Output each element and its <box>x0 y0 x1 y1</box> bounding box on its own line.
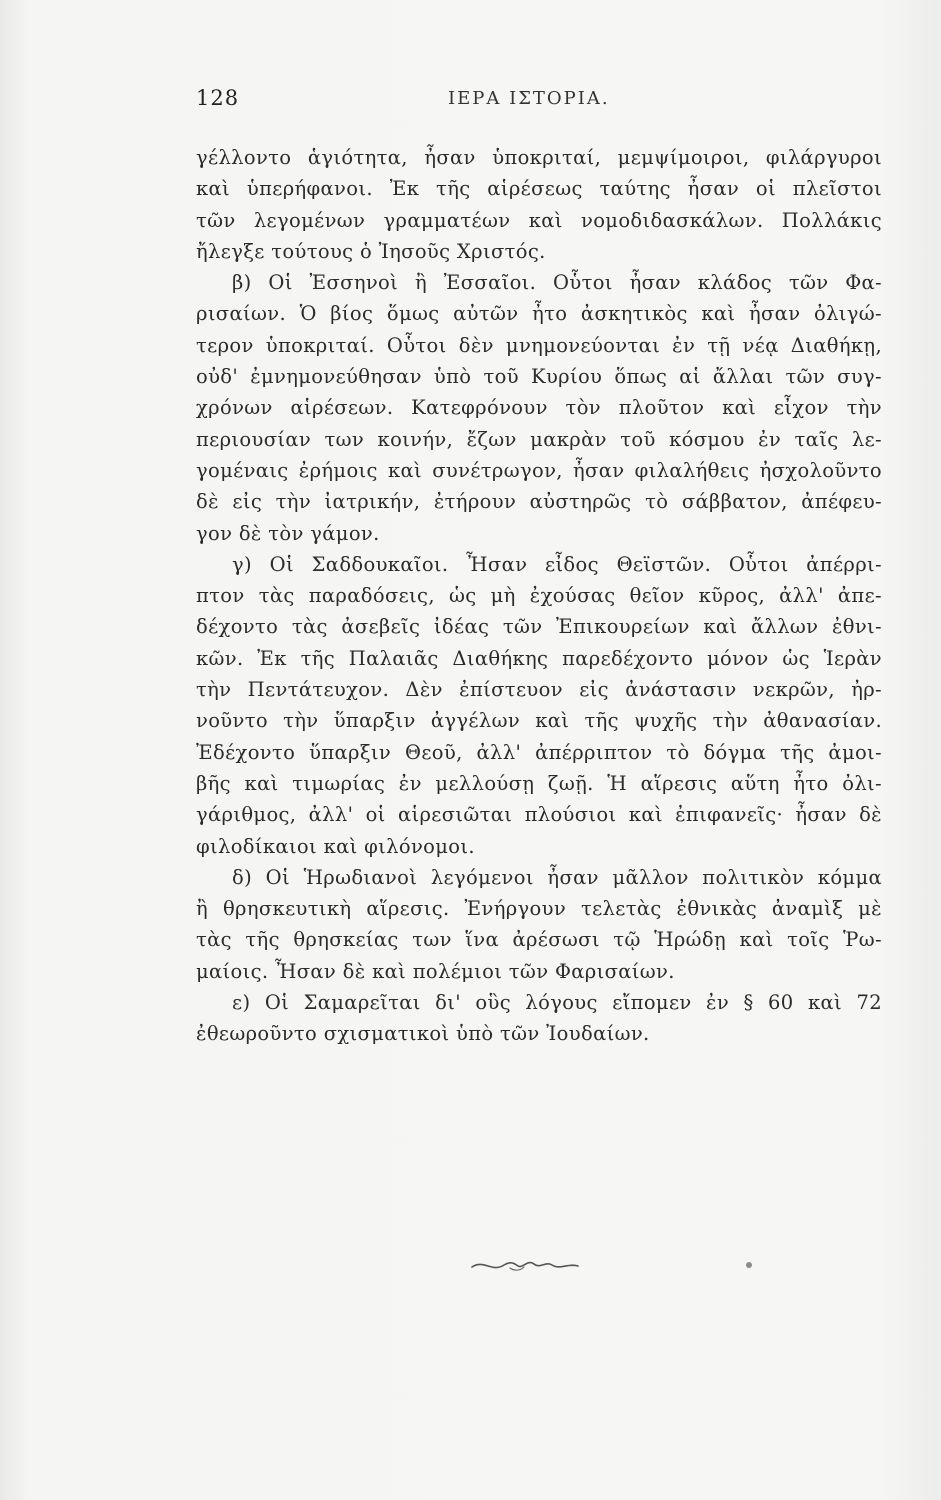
running-head <box>196 86 886 116</box>
text-line: καὶ ὑπερήφανοι. Ἐκ τῆς αἱρέσεως ταύτης ἦσαν οἱ πλεῖστοι <box>196 177 882 201</box>
text-line: γομέναις ἐρήμοις καὶ συνέτρωγον, ἦσαν φιλαλήθεις ἠσχολοῦντο <box>196 458 882 482</box>
text-line: τῶν λεγομένων γραμματέων καὶ νομοδιδασκάλων. Πολλάκις <box>196 208 882 232</box>
text-line: περιουσίαν των κοινήν, ἔζων μακρὰν τοῦ κόσμου ἐν ταῖς λε- <box>196 427 882 451</box>
text-line: δέχοντο τὰς ἀσεβεῖς ἰδέας τῶν Ἐπικουρείων καὶ ἄλλων ἐθνι- <box>196 615 882 639</box>
text-line: ρισαίων. Ὁ βίος ὅμως αὐτῶν ἦτο ἀσκητικὸς καὶ ἦσαν ὀλιγώ- <box>196 302 882 326</box>
text-line: τερον ὑποκριταί. Οὗτοι δὲν μνημονεύονται ἐν τῇ νέᾳ Διαθήκῃ, <box>196 333 882 357</box>
text-line: μαίοις. Ἦσαν δὲ καὶ πολέμιοι τῶν Φαρισαίων. <box>196 959 675 983</box>
text-line: ἐθεωροῦντο σχισματικοὶ ὑπὸ τῶν Ἰουδαίων. <box>196 1022 650 1046</box>
tailpiece-flourish-icon <box>470 1255 580 1275</box>
text-line: κῶν. Ἐκ τῆς Παλαιᾶς Διαθήκης παρεδέχοντο μόνον ὡς Ἱερὰν <box>196 646 882 670</box>
text-line: φιλοδίκαιοι καὶ φιλόνομοι. <box>196 834 475 858</box>
text-line: γον δὲ τὸν γάμον. <box>196 521 380 545</box>
text-line: νοῦντο τὴν ὕπαρξιν ἀγγέλων καὶ τῆς ψυχῆς τὴν ἀθανασίαν. <box>196 709 882 733</box>
text-line: βῆς καὶ τιμωρίας ἐν μελλούσῃ ζωῇ. Ἡ αἵρεσις αὕτη ἦτο ὀλι- <box>196 771 882 795</box>
text-line: ἢ θρησκευτικὴ αἵρεσις. Ἐνήργουν τελετὰς ἐθνικὰς ἀναμὶξ μὲ <box>196 897 882 921</box>
text-line: τὴν Πεντάτευχον. Δὲν ἐπίστευον εἰς ἀνάστασιν νεκρῶν, ἠρ- <box>196 678 882 702</box>
page-number: 128 <box>196 86 240 110</box>
text-line: οὐδ' ἐμνημονεύθησαν ὑπὸ τοῦ Κυρίου ὅπως αἱ ἄλλαι τῶν συγ- <box>196 365 882 389</box>
text-line: πτον τὰς παραδόσεις, ὡς μὴ ἐχούσας θεῖον κῦρος, ἀλλ' ἀπε- <box>196 584 882 608</box>
text-line: γέλλοντο ἁγιότητα, ἦσαν ὑποκριταί, μεμψίμοιροι, φιλάργυροι <box>196 146 882 169</box>
text-line: γ) Οἱ Σαδδουκαῖοι. Ἦσαν εἶδος Θεϊστῶν. Οὗτοι ἀπέρρι- <box>232 552 882 576</box>
text-line: β) Οἱ Ἐσσηνοὶ ἢ Ἐσσαῖοι. Οὗτοι ἦσαν κλάδος τῶν Φα- <box>232 271 882 295</box>
body-text <box>196 142 882 1050</box>
text-line: γάριθμος, ἀλλ' οἱ αἱρεσιῶται πλούσιοι καὶ ἐπιφανεῖς· ἦσαν δὲ <box>196 803 882 827</box>
text-line: δὲ εἰς τὴν ἰατρικήν, ἐτήρουν αὐστηρῶς τὸ σάββατον, ἀπέφευ- <box>196 490 882 514</box>
text-line: Ἐδέχοντο ὕπαρξιν Θεοῦ, ἀλλ' ἀπέρριπτον τὸ δόγμα τῆς ἀμοι- <box>196 740 882 764</box>
running-title: ΙΕΡΑ ΙΣΤΟΡΙΑ. <box>448 88 610 109</box>
text-line: ε) Οἱ Σαμαρεῖται δι' οὓς λόγους εἴπομεν ἐν § 60 καὶ 72 <box>232 991 882 1015</box>
text-line: δ) Οἱ Ἡρωδιανοὶ λεγόμενοι ἦσαν μᾶλλον πολιτικὸν κόμμα <box>232 865 882 889</box>
text-line: χρόνων αἱρέσεων. Κατεφρόνουν τὸν πλοῦτον καὶ εἶχον τὴν <box>196 396 882 420</box>
text-line: ἤλεγξε τούτους ὁ Ἰησοῦς Χριστός. <box>196 239 546 263</box>
text-line: τὰς τῆς θρησκείας των ἵνα ἀρέσωσι τῷ Ἡρώδῃ καὶ τοῖς Ῥω- <box>196 928 882 952</box>
ink-speck <box>746 1262 752 1268</box>
